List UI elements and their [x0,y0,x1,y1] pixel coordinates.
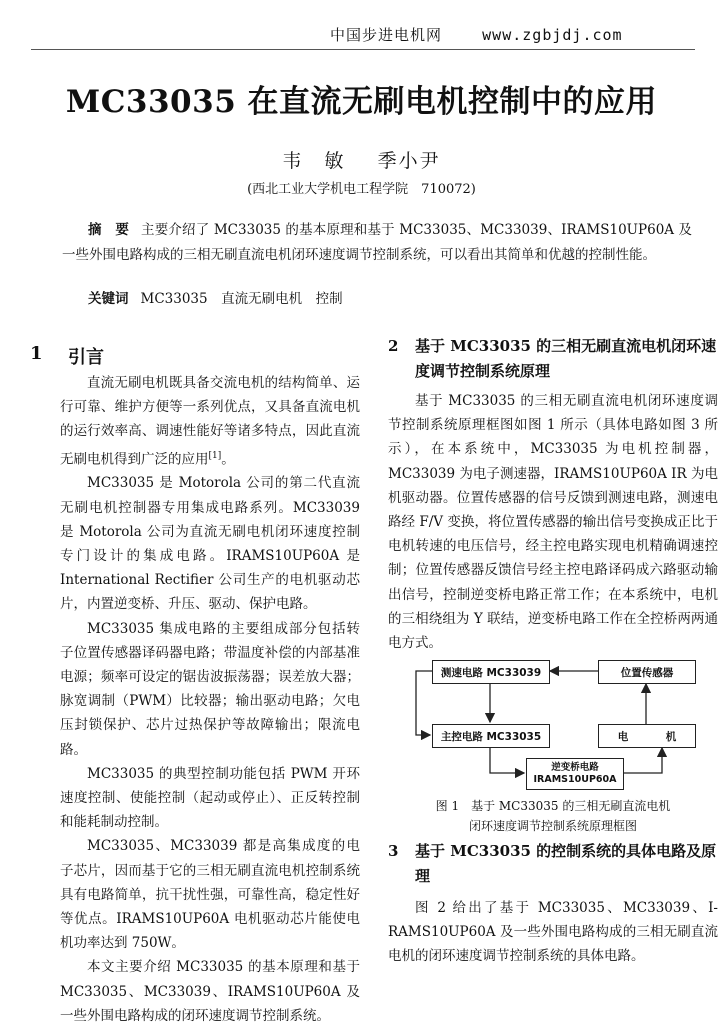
paragraph: MC33035 的典型控制功能包括 PWM 开环速度控制、使能控制（起动或停止）、正反转控制和能耗制动控制。 [60,765,360,831]
motor-box [598,724,696,748]
section-2-number: 2 [388,337,399,355]
keywords-text: MC33035 直流无刷电机 控制 [140,291,343,307]
paragraph: MC33035、MC33039 都是高集成度的电子芯片，因而基于它的三相无刷直流电机控制系统具有电路简单，抗干扰性强，可靠性高，稳定性好等优点。IRAMS10UP60A 电机驱动芯片能使电机功率达到 750W。 [60,838,360,952]
figure-1-caption [388,796,718,836]
section-1-heading [30,343,104,369]
affiliation: (西北工业大学机电工程学院 710072) [247,182,476,197]
section-2-body [388,389,718,655]
section-2-heading [388,334,718,384]
keywords-label: 关键词 [88,291,129,307]
authors [0,146,723,173]
main-control-box: 主控电路 MC33035 [432,724,550,748]
motor-label-2: 机 [665,730,677,743]
section-1-title: 引言 [68,347,104,368]
running-header [330,24,660,45]
paragraph: MC33035 是 Motorola 公司的第二代直流无刷电机控制器专用集成电路系列。MC33039 是 Motorola 公司为直流无刷电机闭环速度控制专门设计的集成电路。IRAMS10UP60A 是 International Rectifier 公司生产的电机驱动芯片，内置逆变桥、升压、驱动、保护电路。 [60,475,360,613]
citation: [1] [208,450,222,461]
author-1: 韦 敏 [282,150,346,172]
header-rule [31,49,695,50]
paper-title: MC33035 在直流无刷电机控制中的应用 [65,84,658,120]
abstract-text: 主要介绍了 MC33035 的基本原理和基于 MC33035、MC33039、IRAMS10UP60A 及一些外围电路构成的三相无刷直流电机闭环速度调节控制系统，可以看出其简单和优越的控制性能。 [62,222,693,263]
paragraph: 本文主要介绍 MC33035 的基本原理和基于 MC33035、MC33039、IRAMS10UP60A 及一些外围电路构成的闭环速度调节控制系统。 [60,959,360,1024]
caption-line-1: 图 1 基于 MC33035 的三相无刷直流电机 [435,799,671,813]
site-name: 中国步进电机网 [330,26,443,44]
section-3-body [388,896,718,969]
inverter-chip: IRAMS10UP60A [533,774,617,785]
motor-label-1: 电 [617,730,629,743]
speed-circuit-box: 测速电路 MC33039 [432,660,550,684]
paragraph: MC33035 集成电路的主要组成部分包括转子位置传感器译码器电路；带温度补偿的内部基准电源；频率可设定的锯齿波振荡器；误差放大器；脉宽调制（PWM）比较器；输出驱动电路；欠电压封锁保护、芯片过热保护等故障输出；限流电路。 [60,620,360,758]
paragraph: 基于 MC33035 的三相无刷直流电机闭环速度调节控制系统原理框图如图 1 所示（具体电路如图 3 所示），在本系统中，MC33035 为电机控制器，MC33039 为电子测速器，IRAMS10UP60A IR 为电机驱动器。位置传感器的信号反馈到测速电路，测速电路经 F/V 变换，将位置传感器的输出信号变换成正比于电机转速的电压信号，经主控电路实现电机精确调速控制；位置传感器反馈信号经主控电路译码成六路驱动输出信号，控制逆变桥电路正常工作；在本系统中，电机的三相绕组为 Y 联结，逆变桥电路工作在全控桥两两通电方式。 [388,393,718,652]
inverter-box [526,758,624,790]
site-url: www.zgbjdj.com [482,26,623,44]
abstract-label: 摘 要 [88,222,130,238]
section-1-body [60,371,360,1028]
keywords [88,287,688,312]
section-2-title: 基于 MC33035 的三相无刷直流电机闭环速度调节控制系统原理 [415,337,717,380]
section-1-number: 1 [30,343,43,364]
abstract [62,218,692,268]
section-3-heading [388,839,718,889]
section-3-number: 3 [388,842,399,860]
inverter-label: 逆变桥电路 [551,762,599,773]
section-3-title: 基于 MC33035 的控制系统的具体电路及原理 [415,842,717,885]
paragraph: 图 2 给出了基于 MC33035、MC33039、I-RAMS10UP60A 及一些外围电路构成的三相无刷直流电机的闭环速度调节控制系统的具体电路。 [388,900,718,965]
figure-1-block-diagram [412,652,704,792]
caption-line-2: 闭环速度调节控制系统原理框图 [468,819,637,833]
paragraph: 直流无刷电机既具备交流电机的结构简单、运行可靠、维护方便等一系列优点，又具备直流电机的运行效率高、调速性能好等诸多特点，因此直流无刷电机得到广泛的应用[1]。 [60,375,360,468]
position-sensor-box: 位置传感器 [598,660,696,684]
author-2: 季小尹 [377,150,441,172]
